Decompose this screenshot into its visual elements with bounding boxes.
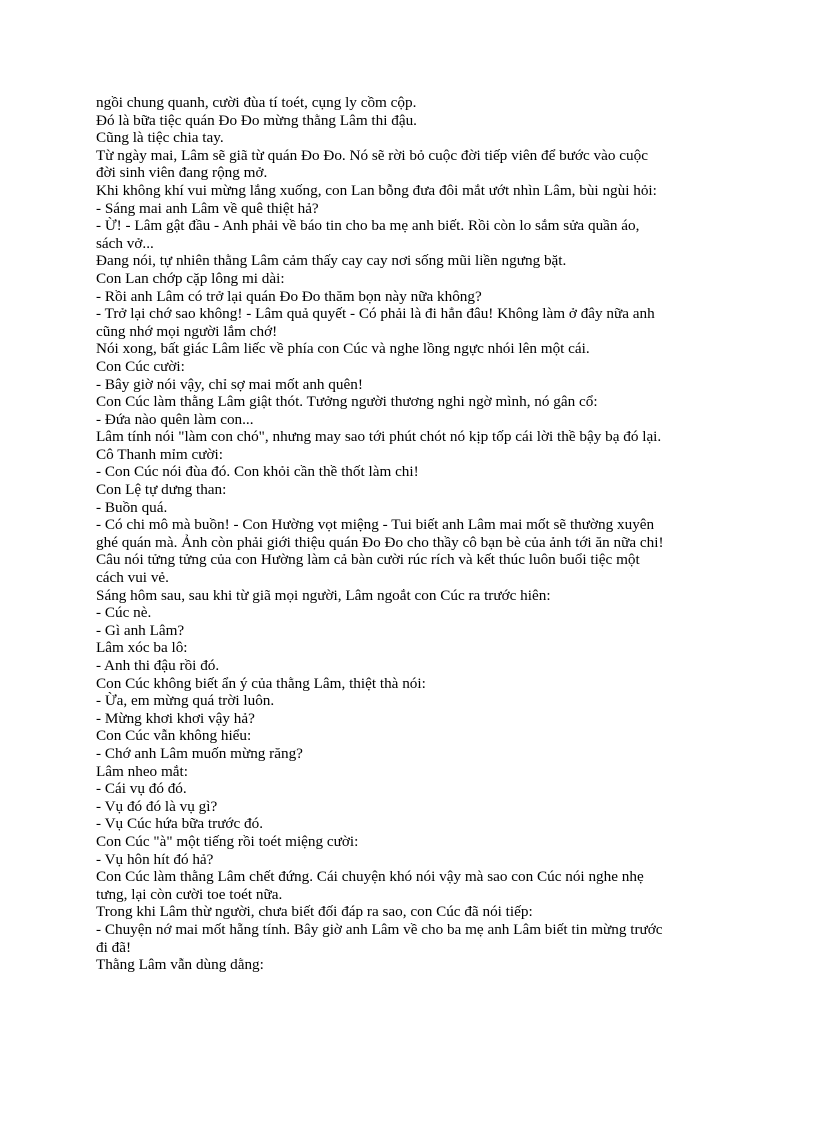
text-line: sách vở...	[96, 234, 154, 252]
text-line: đời sinh viên đang rộng mở.	[96, 164, 268, 182]
text-line: Con Cúc cười:	[96, 357, 185, 375]
document-page	[96, 94, 726, 974]
text-line: Lâm xóc ba lô:	[96, 639, 188, 657]
text-line: - Ừa, em mừng quá trời luôn.	[96, 692, 275, 710]
text-line: - Vụ Cúc hứa bữa trước đó.	[96, 815, 263, 833]
text-line: - Gì anh Lâm?	[96, 621, 185, 639]
text-line: - Vụ hôn hít đó hả?	[96, 850, 214, 868]
text-line: tưng, lại còn cười toe toét nữa.	[96, 885, 283, 903]
text-line: - Mừng khơi khơi vậy hả?	[96, 709, 255, 727]
text-line: Từ ngày mai, Lâm sẽ giã từ quán Đo Đo. Nó sẽ rời bỏ cuộc đời tiếp viên để bước vào cuộc	[96, 146, 648, 164]
text-line: cũng nhớ mọi người lắm chớ!	[96, 322, 278, 340]
text-line: Con Cúc vẫn không hiểu:	[96, 727, 252, 745]
text-line: - Con Cúc nói đùa đó. Con khỏi cần thề thốt làm chi!	[96, 463, 419, 481]
text-line: Thằng Lâm vẫn dùng dằng:	[96, 956, 264, 974]
text-line: ngồi chung quanh, cười đùa tí toét, cụng ly cồm cộp.	[96, 94, 417, 111]
text-line: ghé quán mà. Ảnh còn phải giới thiệu quán Đo Đo cho thầy cô bạn bè của ảnh tới ăn nữa chi!	[96, 533, 664, 551]
text-line: - Sáng mai anh Lâm về quê thiệt hả?	[96, 199, 319, 217]
text-line: Con Cúc "à" một tiếng rồi toét miệng cười:	[96, 832, 359, 850]
text-line: Con Lan chớp cặp lông mi dài:	[96, 269, 285, 287]
text-line: Con Cúc làm thằng Lâm giật thót. Tưởng người thương nghi ngờ mình, nó gân cổ:	[96, 393, 598, 411]
text-line: - Bây giờ nói vậy, chỉ sợ mai mốt anh quên!	[96, 375, 363, 393]
text-line: Câu nói tửng tửng của con Hường làm cả bàn cười rúc rích và kết thúc luôn buổi tiệc một	[96, 551, 640, 569]
text-line: - Trở lại chớ sao không! - Lâm quả quyết - Có phải là đi hẳn đâu! Không làm ở đây nữa anh	[96, 305, 655, 323]
text-line: Lâm nheo mắt:	[96, 762, 188, 780]
text-line: Cũng là tiệc chia tay.	[96, 129, 224, 147]
text-line: Sáng hôm sau, sau khi từ giã mọi người, Lâm ngoắt con Cúc ra trước hiên:	[96, 586, 551, 604]
text-line: - Cúc nè.	[96, 604, 152, 622]
text-line: - Buồn quá.	[96, 498, 168, 516]
text-line: - Vụ đó đó là vụ gì?	[96, 797, 218, 815]
text-line: Trong khi Lâm thừ người, chưa biết đối đáp ra sao, con Cúc đã nói tiếp:	[96, 903, 533, 921]
text-line: - Ừ! - Lâm gật đầu - Anh phải về báo tin cho ba mẹ anh biết. Rồi còn lo sắm sửa quần áo,	[96, 217, 640, 235]
text-line: Lâm tính nói "làm con chó", nhưng may sao tới phút chót nó kịp tốp cái lời thề bậy bạ đó lại.	[96, 428, 662, 446]
text-line: Con Cúc không biết ẩn ý của thằng Lâm, thiệt thà nói:	[96, 674, 426, 692]
text-line: Đang nói, tự nhiên thằng Lâm cảm thấy cay cay nơi sống mũi liền ngưng bặt.	[96, 252, 567, 270]
text-line: Khi không khí vui mừng lắng xuống, con Lan bỗng đưa đôi mắt ướt nhìn Lâm, bùi ngùi hỏi:	[96, 181, 657, 199]
text-line: Nói xong, bất giác Lâm liếc về phía con Cúc và nghe lồng ngực nhói lên một cái.	[96, 340, 590, 358]
text-line: - Anh thi đậu rồi đó.	[96, 657, 220, 674]
text-line: Cô Thanh mỉm cười:	[96, 445, 223, 463]
text-line: - Cái vụ đó đó.	[96, 780, 187, 798]
text-line: - Đứa nào quên làm con...	[96, 410, 254, 428]
text-line: Đó là bữa tiệc quán Đo Đo mừng thằng Lâm thi đậu.	[96, 111, 417, 129]
text-line: đi đã!	[96, 938, 132, 956]
text-line: - Rồi anh Lâm có trở lại quán Đo Đo thăm bọn này nữa không?	[96, 287, 482, 305]
text-line: - Chuyện nớ mai mốt hẵng tính. Bây giờ anh Lâm về cho ba mẹ anh Lâm biết tin mừng trước	[96, 920, 663, 938]
text-line: Con Lệ tự dưng than:	[96, 481, 227, 499]
text-line: Con Cúc làm thằng Lâm chết đứng. Cái chuyện khó nói vậy mà sao con Cúc nói nghe nhẹ	[96, 868, 644, 886]
text-line: - Có chi mô mà buồn! - Con Hường vọt miệng - Tui biết anh Lâm mai mốt sẽ thường xuyên	[96, 516, 655, 534]
text-line: - Chớ anh Lâm muốn mừng răng?	[96, 744, 303, 762]
text-line: cách vui vẻ.	[96, 569, 169, 587]
